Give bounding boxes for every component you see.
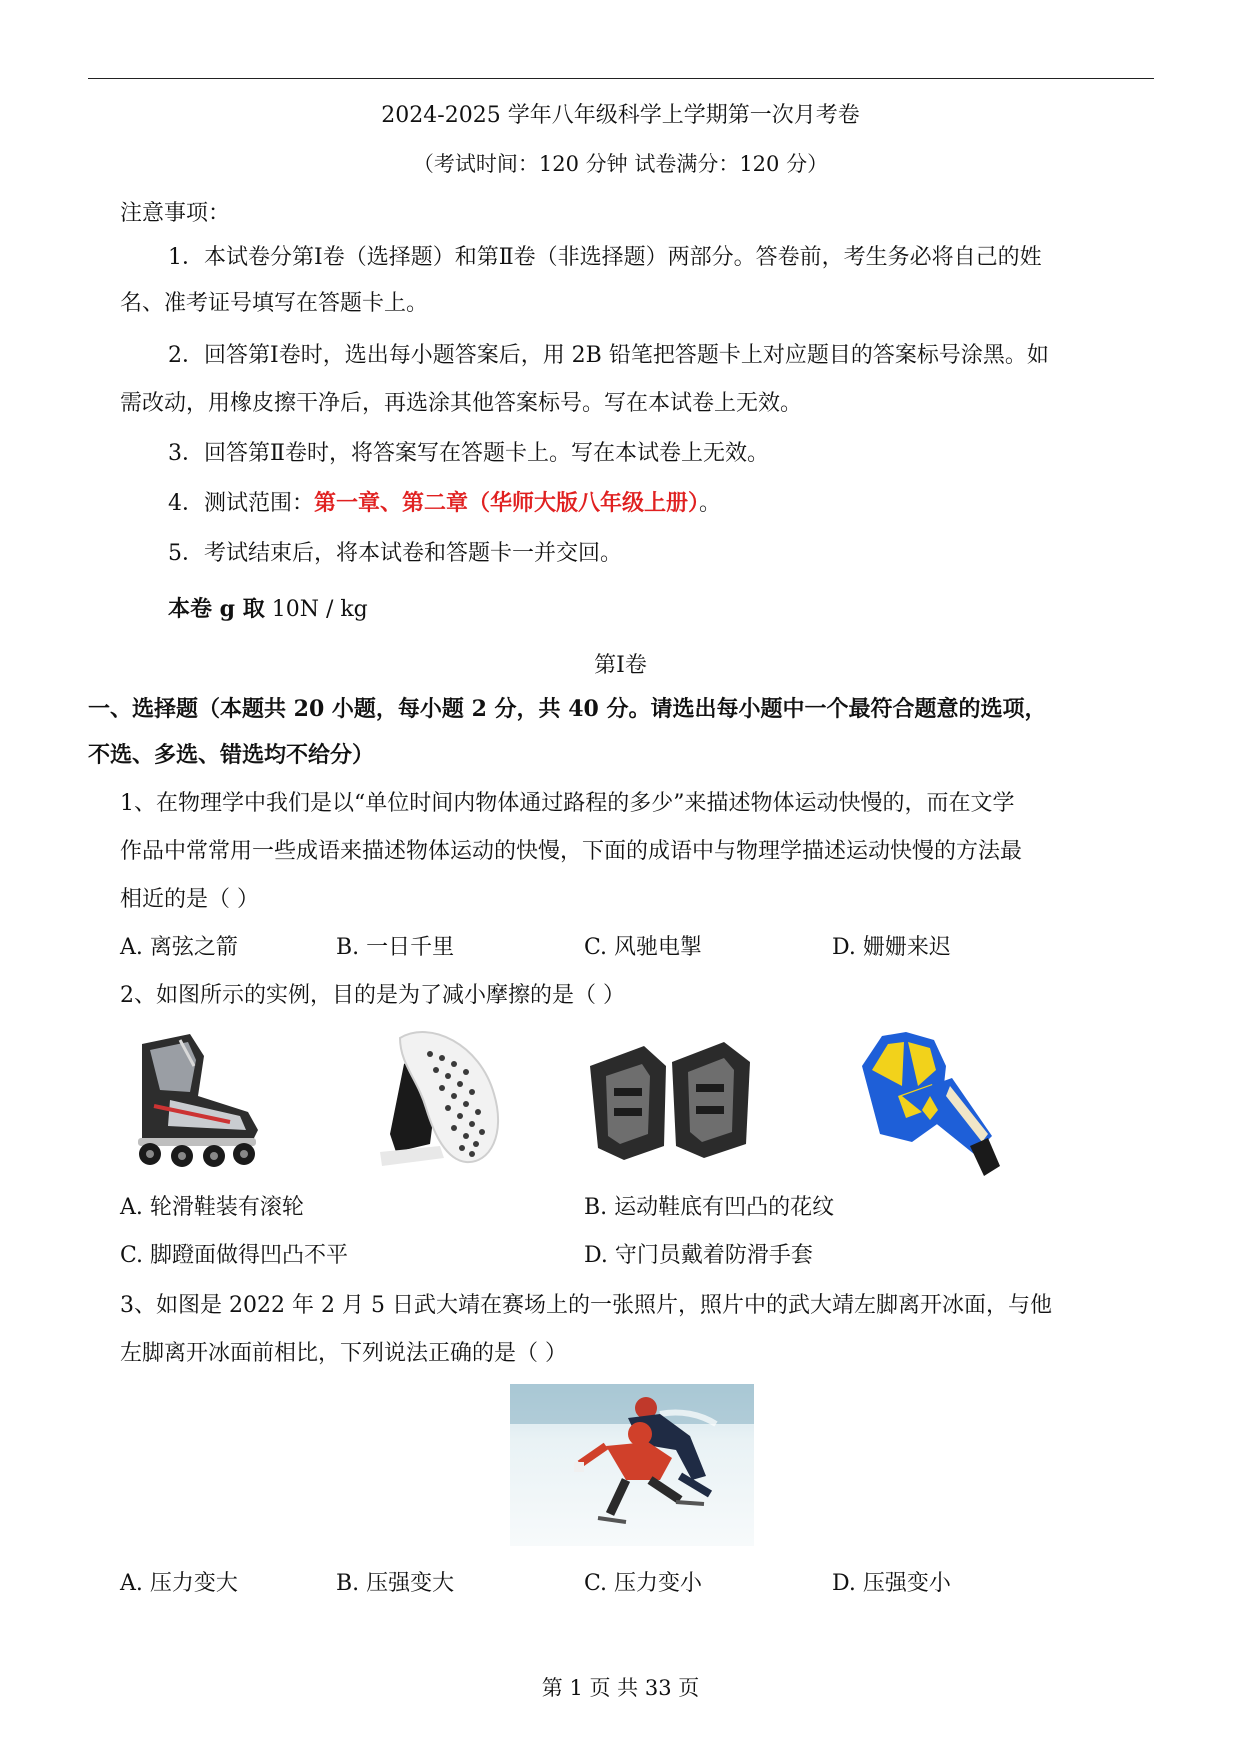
exam-subtitle: （考试时间：120 分钟 试卷满分：120 分）: [412, 152, 829, 176]
note-1-line-2: 名、准考证号填写在答题卡上。: [120, 291, 429, 316]
note-4-prefix: 4．测试范围：: [168, 491, 314, 516]
inline-skate-image: [120, 1026, 268, 1168]
q1-line-1: 1、在物理学中我们是以“单位时间内物体通过路程的多少”来描述物体运动快慢的，而在文学: [120, 791, 1015, 816]
page-number-footer: 第 1 页 共 33 页: [541, 1676, 700, 1700]
section-1-line-2: 不选、多选、错选均不给分）: [88, 742, 375, 768]
q2-option-c: C. 脚蹬面做得凹凸不平: [120, 1243, 349, 1268]
speed-skating-photo: [510, 1384, 754, 1546]
gravity-note: [168, 592, 368, 623]
note-3: 3．回答第Ⅱ卷时，将答案写在答题卡上。写在本试卷上无效。: [168, 441, 769, 466]
q2-line-1: 2、如图所示的实例，目的是为了减小摩擦的是（ ）: [120, 983, 625, 1008]
q2-option-a: A. 轮滑鞋装有滚轮: [120, 1195, 304, 1220]
sneaker-sole-image: [360, 1024, 510, 1174]
gravity-value: 10N / kg: [271, 597, 368, 622]
bicycle-pedals-image: [584, 1036, 756, 1168]
notes-heading: 注意事项：: [120, 201, 231, 226]
note-1-line-1: 1．本试卷分第Ⅰ卷（选择题）和第Ⅱ卷（非选择题）两部分。答卷前，考生务必将自己的姓: [168, 245, 1042, 270]
q3-option-a: A. 压力变大: [120, 1571, 238, 1596]
goalkeeper-gloves-image: [842, 1026, 1010, 1184]
note-4-suffix: 。: [699, 491, 722, 516]
note-4: [168, 486, 721, 517]
note-5: 5．考试结束后，将本试卷和答题卡一并交回。: [168, 541, 622, 566]
q1-option-a: A. 离弦之箭: [120, 935, 238, 960]
q1-line-2: 作品中常常用一些成语来描述物体运动的快慢，下面的成语中与物理学描述运动快慢的方法最: [120, 839, 1023, 864]
note-2-line-2: 需改动，用橡皮擦干净后，再选涂其他答案标号。写在本试卷上无效。: [120, 391, 803, 416]
q1-line-3: 相近的是（ ）: [120, 887, 259, 912]
test-scope-highlight: 第一章、第二章（华师大版八年级上册）: [314, 490, 700, 516]
exam-title: 2024-2025 学年八年级科学上学期第一次月考卷: [381, 103, 860, 128]
q3-option-c: C. 压力变小: [584, 1571, 703, 1596]
q3-line-2: 左脚离开冰面前相比，下列说法正确的是（ ）: [120, 1341, 567, 1366]
note-2-line-1: 2．回答第Ⅰ卷时，选出每小题答案后，用 2B 铅笔把答题卡上对应题目的答案标号涂黑。如: [168, 343, 1049, 368]
q2-option-b: B. 运动鞋底有凹凸的花纹: [584, 1195, 835, 1220]
header-rule: [88, 78, 1154, 79]
q3-option-d: D. 压强变小: [832, 1571, 951, 1596]
q1-option-c: C. 风驰电掣: [584, 935, 703, 960]
q2-option-d: D. 守门员戴着防滑手套: [584, 1243, 813, 1268]
gravity-label: 本卷 g 取: [168, 596, 265, 622]
section-1-line-1: 一、选择题（本题共 20 小题，每小题 2 分，共 40 分。请选出每小题中一个最符合题意的选项，: [88, 696, 1047, 722]
part-1-label: 第Ⅰ卷: [594, 653, 647, 678]
q1-option-b: B. 一日千里: [336, 935, 455, 960]
q3-option-b: B. 压强变大: [336, 1571, 455, 1596]
q3-line-1: 3、如图是 2022 年 2 月 5 日武大靖在赛场上的一张照片，照片中的武大靖左脚离开冰面，与他: [120, 1293, 1052, 1318]
q1-option-d: D. 姗姗来迟: [832, 935, 951, 960]
